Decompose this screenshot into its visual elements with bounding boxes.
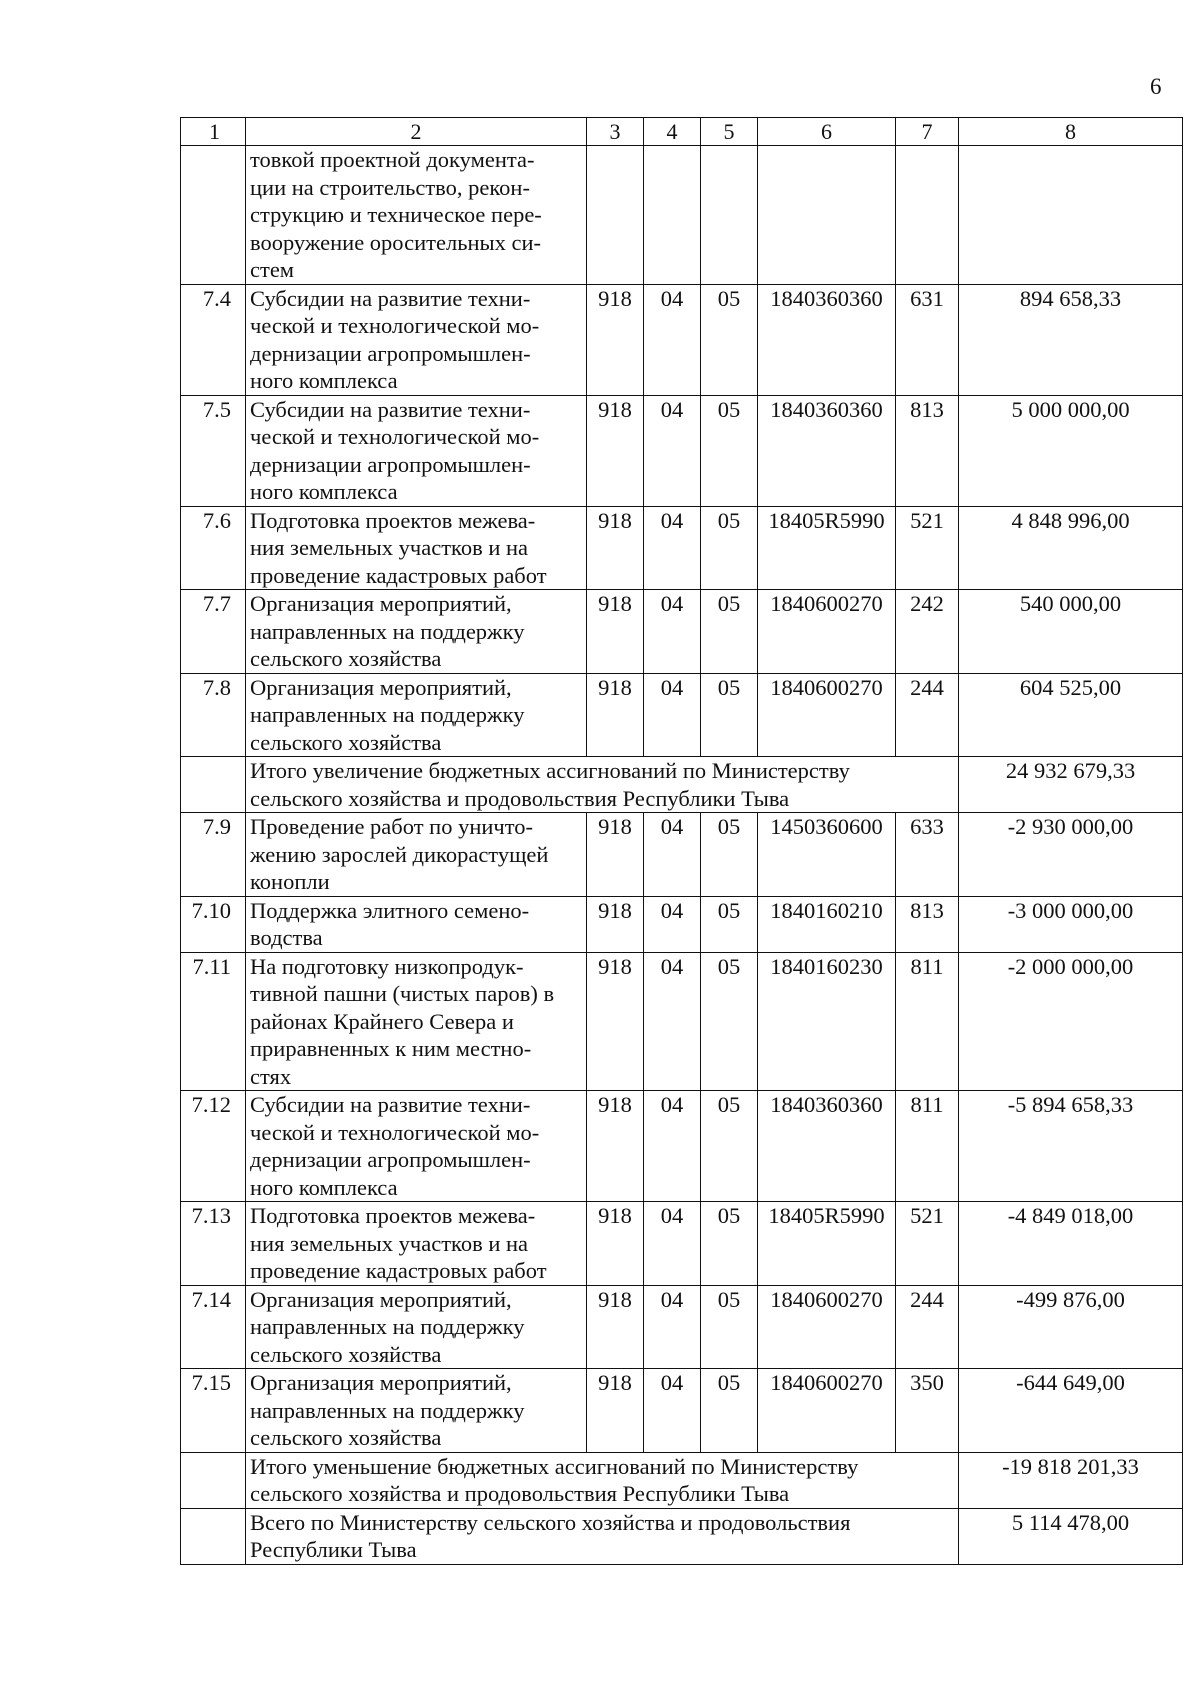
- table-row: [181, 1285, 1183, 1369]
- table-row: [181, 813, 1183, 897]
- code-cell: 1840360360: [758, 284, 896, 395]
- row-number-cell: 7.15: [181, 1369, 246, 1453]
- header-cell: 1: [181, 118, 246, 146]
- code-cell: 04: [644, 590, 701, 674]
- code-cell: 05: [701, 896, 758, 952]
- code-cell: 521: [896, 506, 959, 590]
- item-name-cell: Организация мероприятий, направленных на поддержку сельского хозяйства: [246, 1285, 587, 1369]
- item-name-cell: Поддержка элитного семено- водства: [246, 896, 587, 952]
- table-total-row: [181, 757, 1183, 813]
- row-number-cell: 7.5: [181, 395, 246, 506]
- amount-cell: -2 930 000,00: [959, 813, 1183, 897]
- item-name-cell: товкой проектной документа- ции на строительство, рекон- струкцию и техническое пере- вооружение оросительных си- стем: [246, 146, 587, 285]
- header-cell: 4: [644, 118, 701, 146]
- code-cell: 04: [644, 1091, 701, 1202]
- code-cell: 918: [587, 952, 644, 1091]
- amount-cell: 4 848 996,00: [959, 506, 1183, 590]
- code-cell: 04: [644, 896, 701, 952]
- row-number-cell: 7.13: [181, 1202, 246, 1286]
- row-number-cell: 7.4: [181, 284, 246, 395]
- row-number-cell: [181, 1452, 246, 1508]
- code-cell: 918: [587, 813, 644, 897]
- code-cell: 05: [701, 506, 758, 590]
- item-name-cell: Проведение работ по уничто- жению зарослей дикорастущей конопли: [246, 813, 587, 897]
- item-name-cell: Подготовка проектов межева- ния земельных участков и на проведение кадастровых работ: [246, 1202, 587, 1286]
- code-cell: [644, 146, 701, 285]
- code-cell: 04: [644, 673, 701, 757]
- code-cell: 918: [587, 284, 644, 395]
- code-cell: 811: [896, 952, 959, 1091]
- row-number-cell: 7.11: [181, 952, 246, 1091]
- code-cell: 04: [644, 1202, 701, 1286]
- code-cell: 521: [896, 1202, 959, 1286]
- code-cell: 05: [701, 395, 758, 506]
- row-number-cell: 7.8: [181, 673, 246, 757]
- amount-cell: -644 649,00: [959, 1369, 1183, 1453]
- header-cell: 7: [896, 118, 959, 146]
- amount-cell: -4 849 018,00: [959, 1202, 1183, 1286]
- code-cell: 1840160210: [758, 896, 896, 952]
- code-cell: 918: [587, 1091, 644, 1202]
- code-cell: 05: [701, 813, 758, 897]
- table-row: [181, 1202, 1183, 1286]
- code-cell: 04: [644, 395, 701, 506]
- row-number-cell: 7.14: [181, 1285, 246, 1369]
- table-header-row: [181, 118, 1183, 146]
- code-cell: [587, 146, 644, 285]
- header-cell: 5: [701, 118, 758, 146]
- code-cell: 1840360360: [758, 1091, 896, 1202]
- item-name-cell: Организация мероприятий, направленных на поддержку сельского хозяйства: [246, 1369, 587, 1453]
- row-number-cell: 7.10: [181, 896, 246, 952]
- item-name-cell: Организация мероприятий, направленных на поддержку сельского хозяйства: [246, 590, 587, 674]
- code-cell: 1840160230: [758, 952, 896, 1091]
- header-cell: 3: [587, 118, 644, 146]
- header-cell: 8: [959, 118, 1183, 146]
- code-cell: 1840600270: [758, 673, 896, 757]
- amount-cell: 540 000,00: [959, 590, 1183, 674]
- item-name-cell: На подготовку низкопродук- тивной пашни (чистых паров) в районах Крайнего Севера и приравненных к ним местно- стях: [246, 952, 587, 1091]
- item-name-cell: Субсидии на развитие техни- ческой и технологической мо- дернизации агропромышлен- ного комплекса: [246, 1091, 587, 1202]
- code-cell: 1840600270: [758, 590, 896, 674]
- total-label-cell: Итого увеличение бюджетных ассигнований по Министерству сельского хозяйства и продовольствия Республики Тыва: [246, 757, 959, 813]
- row-number-cell: [181, 146, 246, 285]
- code-cell: 05: [701, 952, 758, 1091]
- table-total-row: [181, 1508, 1183, 1564]
- amount-cell: [959, 146, 1183, 285]
- amount-cell: 5 000 000,00: [959, 395, 1183, 506]
- page-number: 6: [1150, 74, 1162, 99]
- code-cell: 1840600270: [758, 1285, 896, 1369]
- code-cell: 05: [701, 284, 758, 395]
- table-row: [181, 1091, 1183, 1202]
- code-cell: [758, 146, 896, 285]
- item-name-cell: Субсидии на развитие техни- ческой и технологической мо- дернизации агропромышлен- ного комплекса: [246, 284, 587, 395]
- item-name-cell: Подготовка проектов межева- ния земельных участков и на проведение кадастровых работ: [246, 506, 587, 590]
- amount-cell: 5 114 478,00: [959, 1508, 1183, 1564]
- code-cell: 242: [896, 590, 959, 674]
- code-cell: 1840600270: [758, 1369, 896, 1453]
- code-cell: 04: [644, 1369, 701, 1453]
- code-cell: 244: [896, 1285, 959, 1369]
- code-cell: 05: [701, 1369, 758, 1453]
- code-cell: 918: [587, 395, 644, 506]
- code-cell: 04: [644, 952, 701, 1091]
- table-row: [181, 146, 1183, 285]
- total-label-cell: Итого уменьшение бюджетных ассигнований по Министерству сельского хозяйства и продовольствия Республики Тыва: [246, 1452, 959, 1508]
- code-cell: 05: [701, 1285, 758, 1369]
- code-cell: 244: [896, 673, 959, 757]
- code-cell: 04: [644, 1285, 701, 1369]
- header-cell: 2: [246, 118, 587, 146]
- code-cell: [701, 146, 758, 285]
- amount-cell: 24 932 679,33: [959, 757, 1183, 813]
- table-total-row: [181, 1452, 1183, 1508]
- row-number-cell: 7.7: [181, 590, 246, 674]
- code-cell: 04: [644, 284, 701, 395]
- row-number-cell: 7.6: [181, 506, 246, 590]
- code-cell: 1840360360: [758, 395, 896, 506]
- row-number-cell: [181, 757, 246, 813]
- code-cell: 1450360600: [758, 813, 896, 897]
- table-row: [181, 506, 1183, 590]
- code-cell: 811: [896, 1091, 959, 1202]
- code-cell: 918: [587, 1369, 644, 1453]
- row-number-cell: 7.12: [181, 1091, 246, 1202]
- code-cell: 05: [701, 1091, 758, 1202]
- amount-cell: 604 525,00: [959, 673, 1183, 757]
- amount-cell: 894 658,33: [959, 284, 1183, 395]
- amount-cell: -2 000 000,00: [959, 952, 1183, 1091]
- item-name-cell: Субсидии на развитие техни- ческой и технологической мо- дернизации агропромышлен- ного комплекса: [246, 395, 587, 506]
- table-row: [181, 1369, 1183, 1453]
- code-cell: 918: [587, 506, 644, 590]
- code-cell: 918: [587, 673, 644, 757]
- code-cell: 05: [701, 590, 758, 674]
- table-row: [181, 673, 1183, 757]
- total-label-cell: Всего по Министерству сельского хозяйства и продовольствия Республики Тыва: [246, 1508, 959, 1564]
- budget-allocation-table: [180, 117, 1183, 1565]
- amount-cell: -5 894 658,33: [959, 1091, 1183, 1202]
- table-row: [181, 590, 1183, 674]
- code-cell: 18405R5990: [758, 506, 896, 590]
- code-cell: [896, 146, 959, 285]
- code-cell: 918: [587, 1285, 644, 1369]
- row-number-cell: [181, 1508, 246, 1564]
- amount-cell: -499 876,00: [959, 1285, 1183, 1369]
- code-cell: 04: [644, 813, 701, 897]
- code-cell: 04: [644, 506, 701, 590]
- code-cell: 813: [896, 395, 959, 506]
- code-cell: 918: [587, 896, 644, 952]
- code-cell: 918: [587, 590, 644, 674]
- table-row: [181, 395, 1183, 506]
- table-row: [181, 896, 1183, 952]
- table-row: [181, 952, 1183, 1091]
- amount-cell: -19 818 201,33: [959, 1452, 1183, 1508]
- code-cell: 813: [896, 896, 959, 952]
- table-row: [181, 284, 1183, 395]
- code-cell: 05: [701, 1202, 758, 1286]
- code-cell: 633: [896, 813, 959, 897]
- code-cell: 18405R5990: [758, 1202, 896, 1286]
- code-cell: 918: [587, 1202, 644, 1286]
- item-name-cell: Организация мероприятий, направленных на поддержку сельского хозяйства: [246, 673, 587, 757]
- code-cell: 631: [896, 284, 959, 395]
- code-cell: 05: [701, 673, 758, 757]
- amount-cell: -3 000 000,00: [959, 896, 1183, 952]
- code-cell: 350: [896, 1369, 959, 1453]
- row-number-cell: 7.9: [181, 813, 246, 897]
- header-cell: 6: [758, 118, 896, 146]
